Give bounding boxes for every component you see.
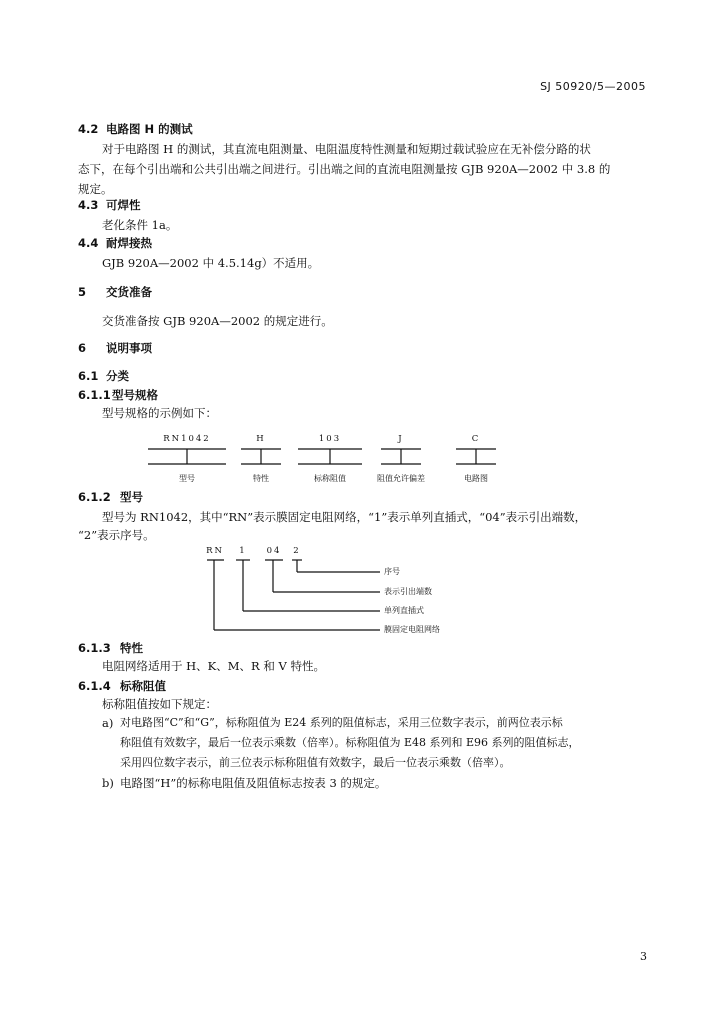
section-title: 耐焊接热 (106, 236, 152, 250)
diagram2-code-04: 04 (266, 546, 282, 556)
section-title: 说明事项 (106, 341, 152, 355)
section-number: 6.1.1 (78, 388, 111, 402)
diagram2-label-serial: 序号 (384, 567, 400, 576)
diagram1-code-tolerance: J (398, 434, 404, 444)
list-item-a-line2: 称阻值有效数字，最后一位表示乘数（倍率）。标称阻值为 E48 系列和 E96 系列的阻值标志， (120, 736, 580, 749)
list-item-a-line3: 采用四位数字表示，前三位表示标称阻值有效数字，最后一位表示乘数（倍率）。 (120, 756, 511, 769)
section-title: 可焊性 (106, 198, 141, 212)
section-number: 6 (78, 341, 87, 355)
para-4-4: GJB 920A—2002 中 4.5.14g）不适用。 (102, 256, 320, 270)
para-4-3: 老化条件 1a。 (102, 218, 178, 232)
section-title: 型号规格 (112, 388, 158, 402)
section-number: 4.3 (78, 198, 99, 212)
list-marker-a: a) (102, 716, 114, 730)
heading-6-1-4 (78, 678, 166, 694)
diagram1-label-model: 型号 (179, 474, 195, 483)
para-4-2-line3: 规定。 (78, 182, 113, 196)
section-title: 特性 (120, 641, 143, 655)
diagram2-code-2: 2 (293, 546, 301, 556)
section-title: 型号 (120, 490, 143, 504)
list-marker-b: b) (102, 776, 114, 790)
diagram1-label-circuit: 电路图 (464, 474, 488, 483)
diagram2-code-1: 1 (239, 546, 247, 556)
diagram1-code-characteristic: H (256, 434, 266, 444)
section-number: 6.1 (78, 369, 99, 383)
section-title: 电路图 H 的测试 (106, 122, 193, 136)
para-6-1-2-line2: “2”表示序号。 (78, 528, 155, 542)
list-item-b: 电路图“H”的标称电阻值及阻值标志按表 3 的规定。 (120, 776, 387, 790)
section-number: 4.4 (78, 236, 99, 250)
para-5: 交货准备按 GJB 920A—2002 的规定进行。 (102, 314, 333, 328)
diagram1-label-resistance: 标称阻值 (314, 474, 346, 483)
heading-6-1-3 (78, 640, 143, 656)
section-number: 6.1.3 (78, 641, 111, 655)
para-6-1-2-line1: 型号为 RN1042，其中“RN”表示膜固定电阻网络，“1”表示单列直插式，“04”表示引出端数， (102, 510, 587, 524)
diagram1-label-tolerance: 阻值允许偏差 (377, 474, 425, 483)
para-6-1-1: 型号规格的示例如下： (102, 406, 217, 420)
standard-number: SJ 50920/5—2005 (540, 80, 646, 93)
diagram2-code-rn: RN (206, 546, 224, 556)
section-title: 分类 (106, 369, 129, 383)
page-number: 3 (640, 950, 647, 963)
diagram1-code-model: RN1042 (163, 434, 211, 444)
diagram2-label-sip: 单列直插式 (384, 606, 424, 615)
heading-6-1-2 (78, 489, 143, 505)
section-number: 5 (78, 285, 87, 299)
diagram1-label-characteristic: 特性 (253, 474, 269, 483)
section-number: 6.1.2 (78, 490, 111, 504)
diagram1-code-resistance: 103 (318, 434, 342, 444)
diagram2-label-terminals: 表示引出端数 (384, 587, 432, 596)
para-4-2-line1: 对于电路图 H 的测试，其直流电阻测量、电阻温度特性测量和短期过载试验应在无补偿分路的状 (102, 142, 591, 156)
diagram2-label-film-network: 膜固定电阻网络 (384, 625, 440, 634)
para-6-1-3: 电阻网络适用于 H、K、M、R 和 V 特性。 (102, 659, 325, 673)
diagram1-code-circuit: C (471, 434, 481, 444)
para-4-2-line2: 态下，在每个引出端和公共引出端之间进行。引出端之间的直流电阻测量按 GJB 920A—2002 中 3.8 的 (78, 162, 611, 176)
section-number: 6.1.4 (78, 679, 111, 693)
para-6-1-4-intro: 标称阻值按如下规定： (102, 697, 217, 711)
section-title: 交货准备 (106, 285, 152, 299)
list-item-a-line1: 对电路图“C”和“G”，标称阻值为 E24 系列的阻值标志，采用三位数字表示，前两位表示标 (120, 716, 563, 729)
section-title: 标称阻值 (120, 679, 166, 693)
section-number: 4.2 (78, 122, 99, 136)
